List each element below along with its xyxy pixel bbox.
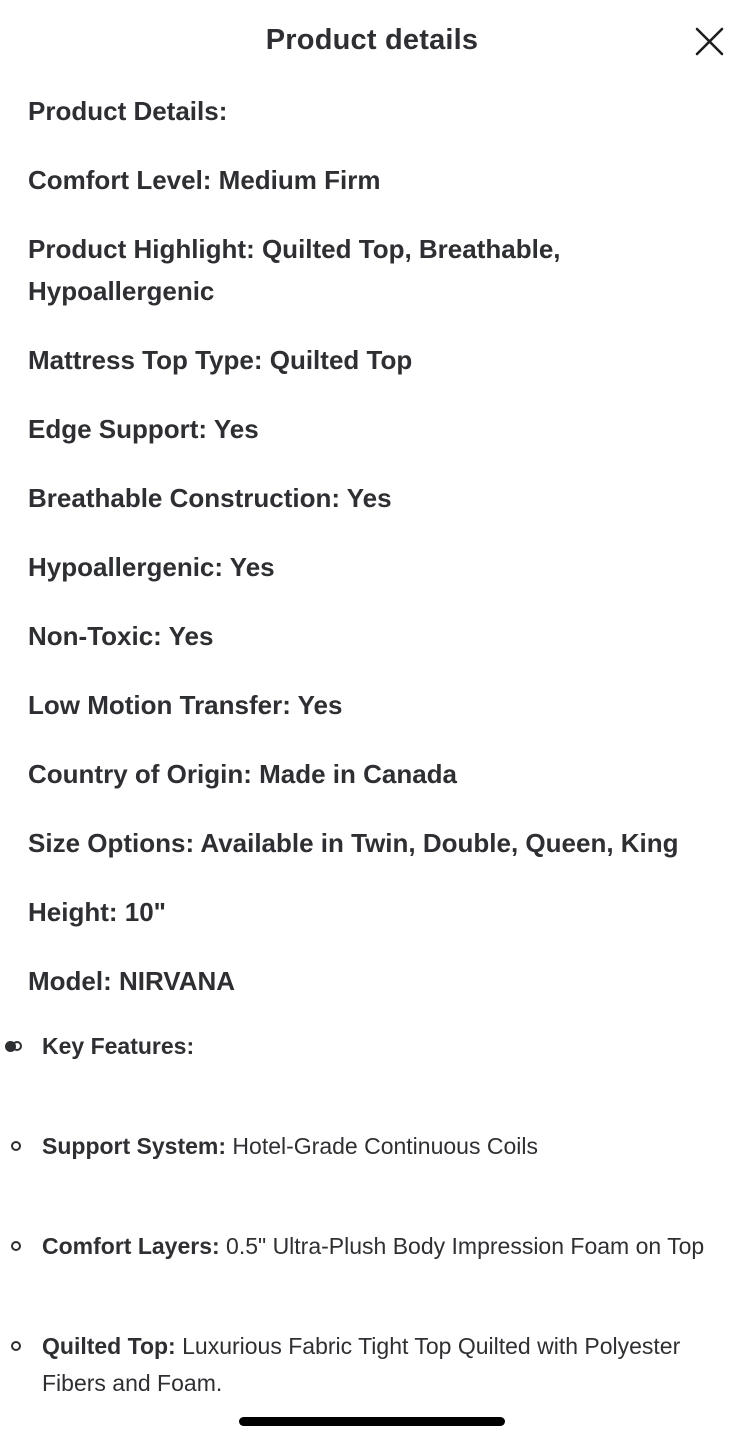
details-list (28, 90, 718, 1029)
detail-breathable-construction: Breathable Construction: Yes (28, 483, 392, 513)
detail-hypoallergenic: Hypoallergenic: Yes (28, 552, 275, 582)
bullet-circle-icon (11, 1341, 21, 1351)
detail-mattress-top-type: Mattress Top Type: Quilted Top (28, 345, 413, 375)
detail-low-motion-transfer: Low Motion Transfer: Yes (28, 690, 343, 720)
bullet-circle-icon (11, 1141, 21, 1151)
detail-country-of-origin: Country of Origin: Made in Canada (28, 759, 458, 789)
feature-label: Quilted Top: (42, 1333, 176, 1359)
feature-value: 0.5" Ultra-Plush Body Impression Foam on Top (219, 1233, 705, 1259)
detail-edge-support: Edge Support: Yes (28, 414, 259, 444)
key-features-heading: Key Features: (42, 1033, 195, 1059)
feature-value: Hotel-Grade Continuous Coils (226, 1133, 538, 1159)
detail-non-toxic: Non-Toxic: Yes (28, 621, 214, 651)
feature-label: Comfort Layers: (42, 1233, 220, 1259)
feature-label: Support System: (42, 1133, 227, 1159)
detail-product-highlight: Product Highlight: Quilted Top, Breathable, Hypoallergenic (28, 234, 561, 306)
detail-size-options: Size Options: Available in Twin, Double, Queen, King (28, 828, 679, 858)
sheet-header (0, 0, 744, 86)
page-title: Product details (265, 24, 479, 56)
bullet-circle-icon (11, 1241, 21, 1251)
detail-model: Model: NIRVANA (28, 966, 236, 996)
bullet-circle-icon (12, 1041, 22, 1051)
detail-product-details-heading: Product Details: (28, 96, 228, 126)
close-button[interactable] (690, 22, 730, 62)
home-indicator[interactable] (239, 1417, 505, 1426)
detail-height: Height: 10" (28, 897, 167, 927)
detail-comfort-level: Comfort Level: Medium Firm (28, 165, 381, 195)
close-icon (690, 22, 730, 62)
feature-value: Luxurious Fabric Tight Top Quilted with Polyester Fibers and Foam. (42, 1333, 681, 1396)
